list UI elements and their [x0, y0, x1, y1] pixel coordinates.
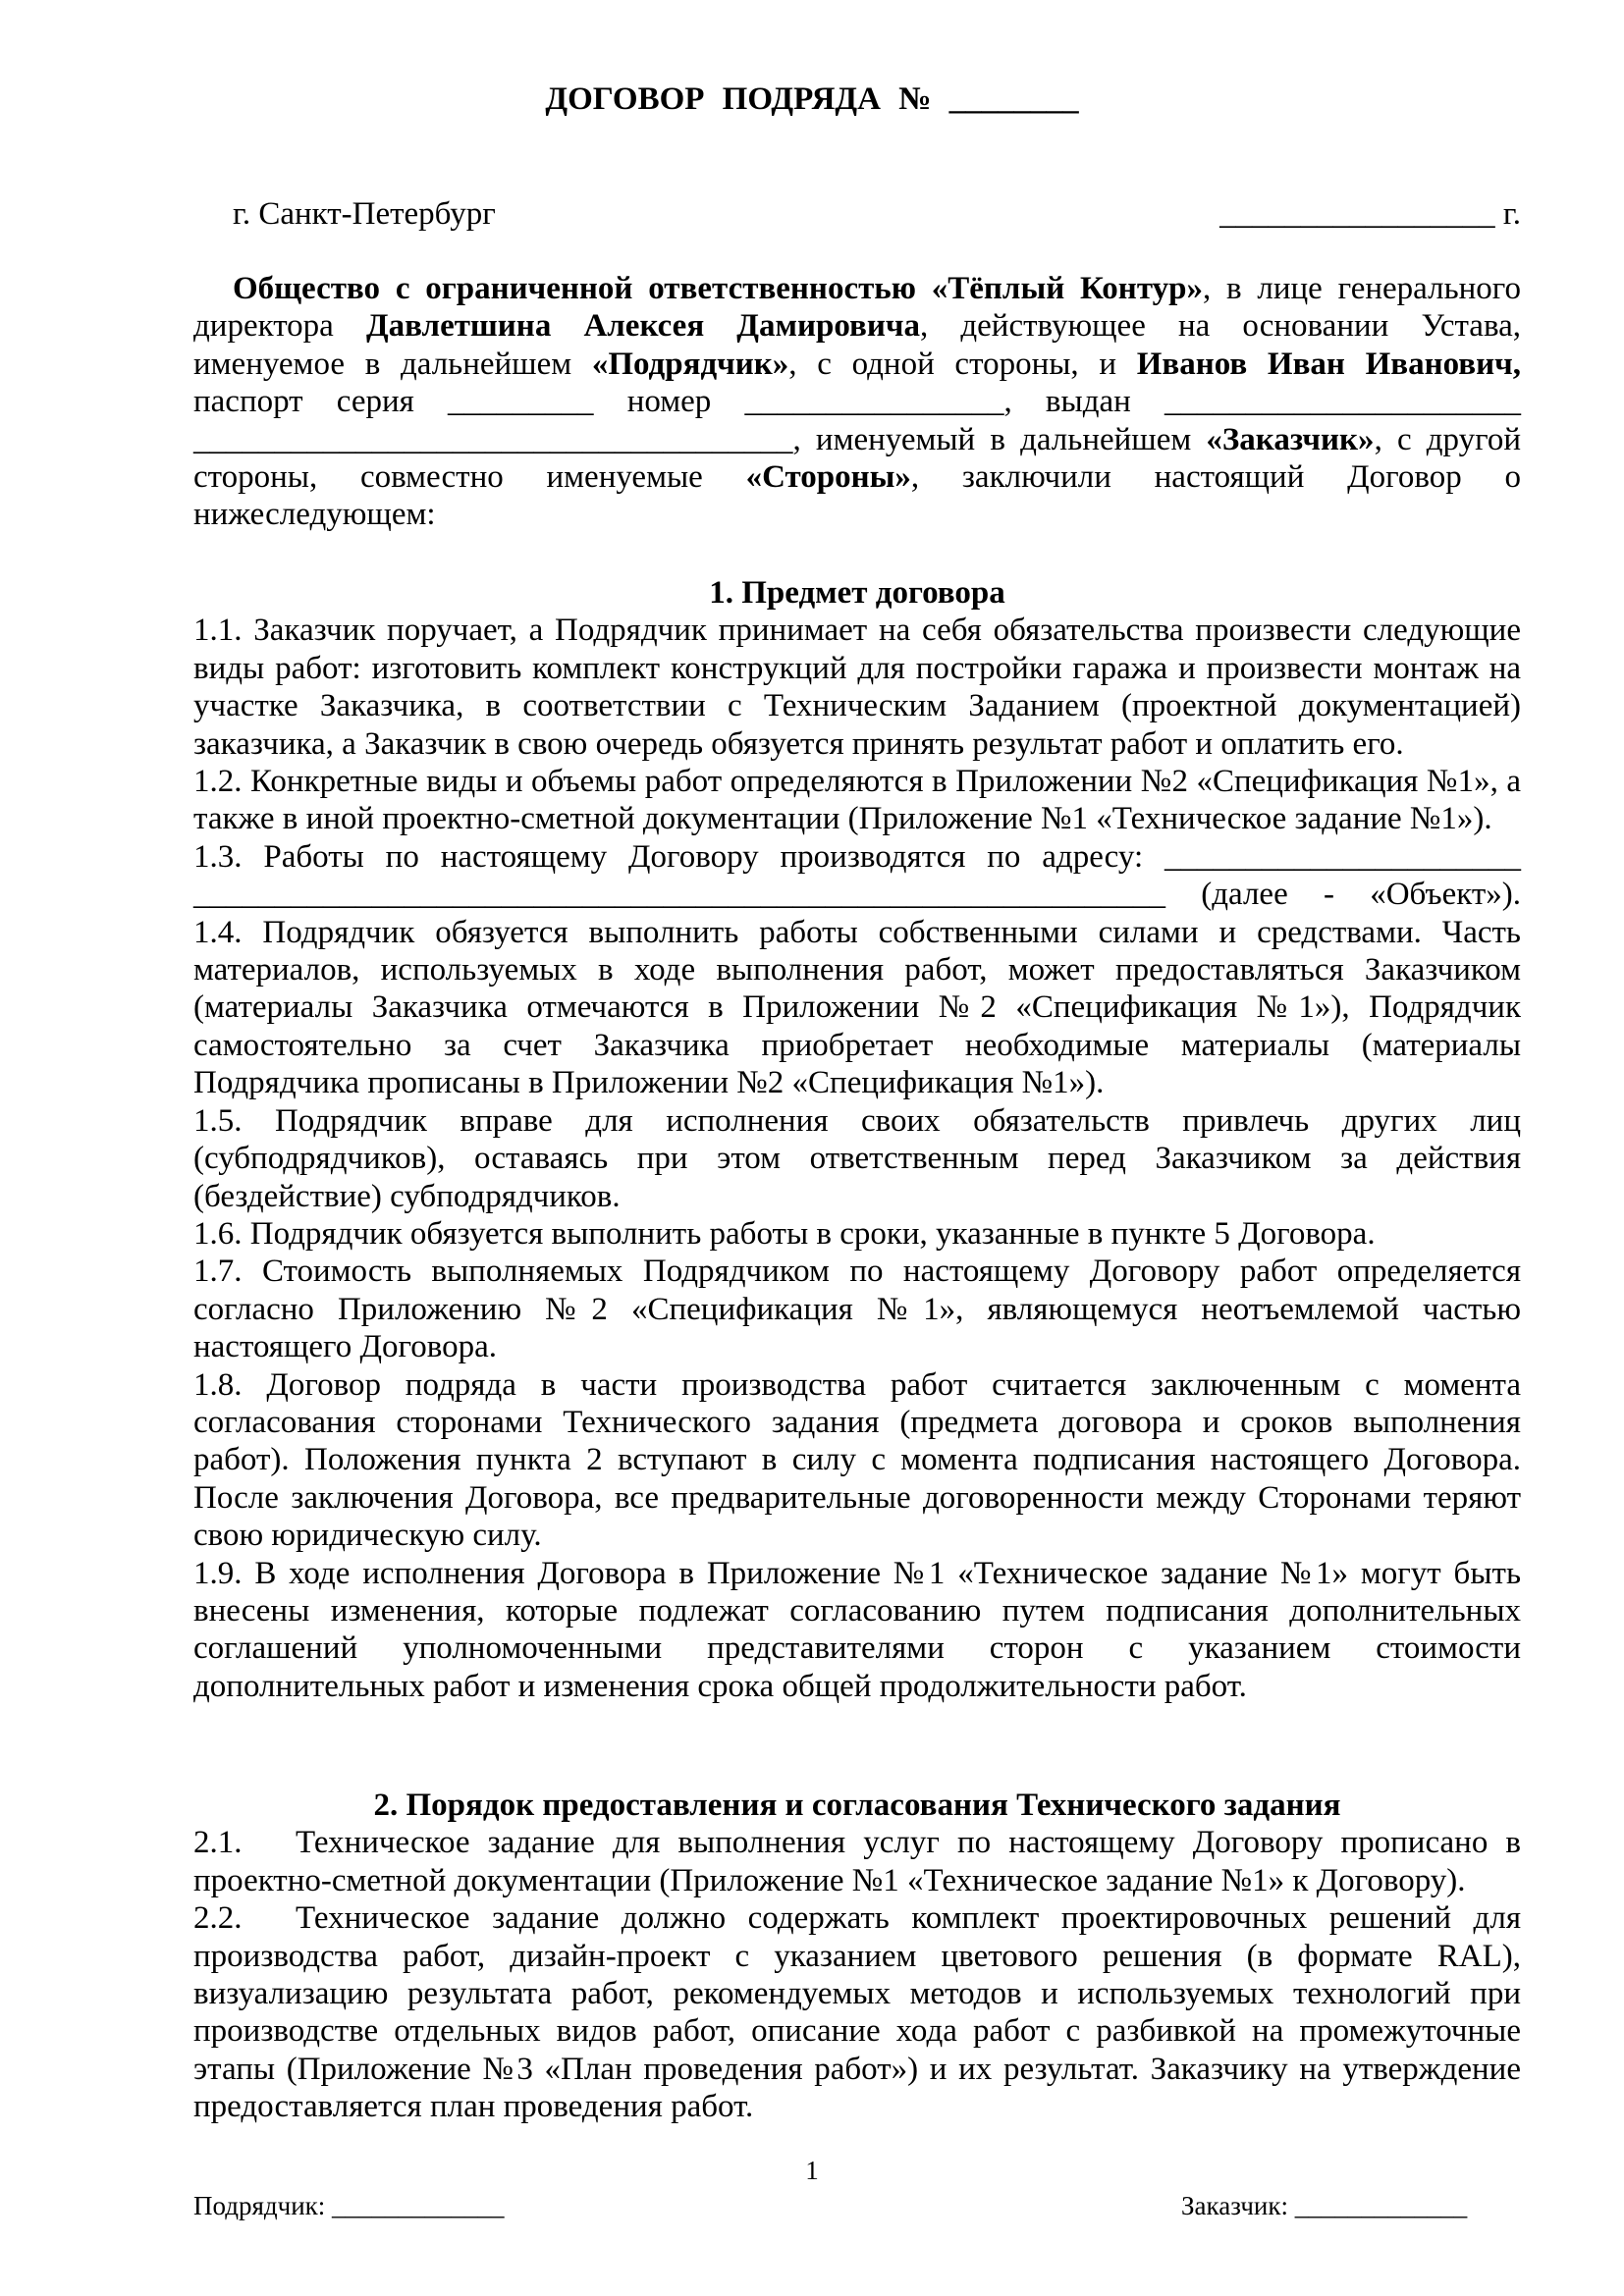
- text: , заключили настоящий Договор о: [910, 459, 1521, 496]
- text: директора: [193, 308, 366, 345]
- document-title: ДОГОВОР ПОДРЯДА № ________: [545, 81, 1079, 117]
- clause-address-line: ____________________________________________________________ (далее - «Объект»).: [193, 877, 1521, 913]
- passport-line: паспорт серия _________ номер ________________, выдан ______________________: [193, 384, 1521, 420]
- text: , в лице генерального: [1202, 271, 1521, 306]
- section-heading: 1. Предмет договора: [709, 575, 1005, 611]
- clause-number: 2.2.: [193, 1900, 243, 1937]
- contractor-alias: «Подрядчик»: [591, 346, 789, 382]
- clause: 1.1. Заказчик поручает, а Подрядчик принимает на себя обязательства произвести следующие виды работ: изготовить комплект конструкций для постройки гаража и произвести монтаж на участке Заказчика, в соответствии с Техническим Заданием (проектной документацией) заказчика, а Заказчик в свою очередь обязуется принять результат работ и оплатить его.: [193, 613, 1521, 762]
- date-field: _________________ г.: [1219, 196, 1521, 232]
- clause: 1.2. Конкретные виды и объемы работ определяются в Приложении №2 «Спецификация №1», а также в иной проектно-сметной документации (Приложение №1 «Техническое задание №1»).: [193, 764, 1521, 837]
- preamble-line: [193, 270, 1521, 307]
- director-name: Давлетшина Алексея Дамировича: [365, 308, 920, 345]
- clause: 1.6. Подрядчик обязуется выполнить работы в сроки, указанные в пункте 5 Договора.: [193, 1215, 1376, 1252]
- footer-customer-signature: Заказчик: _____________: [1181, 2191, 1468, 2220]
- clause: [193, 1899, 1521, 2125]
- clause: [193, 1824, 1521, 1899]
- preamble-line: [193, 458, 1521, 496]
- preamble: [193, 270, 1521, 534]
- text: , действующее на основании Устава,: [919, 308, 1522, 345]
- clause-text: Техническое задание для выполнения услуг по настоящему Договору прописано в проектно-сметной документации (Приложение №1 «Техническое задание №1» к Договору).: [193, 1825, 1521, 1898]
- preamble-line: нижеследующем:: [193, 497, 436, 533]
- clause: 1.8. Договор подряда в части производства работ считается заключенным с момента согласования сторонами Технического задания (предмета договора и сроков выполнения работ). Положения пункта 2 вступают в силу с момента подписания настоящего Договора. После заключения Договора, все предварительные договоренности между Сторонами теряют свою юридическую силу.: [193, 1366, 1521, 1554]
- section-1: [193, 574, 1521, 1705]
- text: стороны, совместно именуемые: [193, 459, 746, 496]
- parties-alias: «Стороны»: [745, 459, 911, 496]
- footer-contractor-signature: Подрядчик: _____________: [193, 2191, 505, 2220]
- text: , с другой: [1374, 421, 1521, 457]
- text: _____________________________________, именуемый в дальнейшем: [193, 421, 1207, 457]
- customer-name: Иванов Иван Иванович,: [1136, 346, 1521, 382]
- place-date-line: [193, 195, 1521, 235]
- clause: 1.4. Подрядчик обязуется выполнить работы собственными силами и средствами. Часть материалов, используемых в ходе выполнения работ, может предоставляться Заказчиком (материалы Заказчика отмечаются в Приложении №2 «Спецификация №1»), Подрядчик самостоятельно за счет Заказчика приобретает необходимые материалы (материалы Подрядчика прописаны в Приложении №2 «Спецификация №1»).: [193, 914, 1521, 1101]
- contractor-name: Общество с ограниченной ответственностью «Тёплый Контур»: [233, 271, 1203, 306]
- clause-address-line: 1.3. Работы по настоящему Договору производятся по адресу: ______________________: [193, 838, 1521, 875]
- city: г. Санкт-Петербург: [233, 196, 496, 232]
- preamble-line: [193, 421, 1521, 458]
- text: именуемое в дальнейшем: [193, 346, 592, 382]
- clause-text: Техническое задание должно содержать комплект проектировочных решений для производства работ, дизайн-проект с указанием цветового решения (в формате RAL), визуализацию результата работ, рекомендуемых методов и используемых технологий при производстве отдельных видов работ, описание хода работ с разбивкой на промежуточные этапы (Приложение №3 «План проведения работ») и их результат. Заказчику на утверждение предоставляется план проведения работ.: [193, 1900, 1521, 2125]
- text: , с одной стороны, и: [788, 346, 1137, 382]
- clause-number: 2.1.: [193, 1825, 243, 1861]
- customer-alias: «Заказчик»: [1206, 421, 1375, 457]
- clause: 1.9. В ходе исполнения Договора в Приложение №1 «Техническое задание №1» могут быть внесены изменения, которые подлежат согласованию путем подписания дополнительных соглашений уполномоченными представителями сторон с указанием стоимости дополнительных работ и изменения срока общей продолжительности работ.: [193, 1555, 1521, 1704]
- preamble-line: [193, 346, 1521, 383]
- preamble-line: [193, 307, 1521, 345]
- clause: 1.5. Подрядчик вправе для исполнения своих обязательств привлечь других лиц (субподрядчиков), оставаясь при этом ответственным перед Заказчиком за действия (бездействие) субподрядчиков.: [193, 1102, 1521, 1214]
- clause: 1.7. Стоимость выполняемых Подрядчиком по настоящему Договору работ определяется согласно Приложению №2 «Спецификация №1», являющемуся неотъемлемой частью настоящего Договора.: [193, 1254, 1521, 1365]
- section-heading: 2. Порядок предоставления и согласования Технического задания: [373, 1788, 1341, 1823]
- page-number: 1: [805, 2156, 819, 2185]
- section-2: [193, 1787, 1521, 2126]
